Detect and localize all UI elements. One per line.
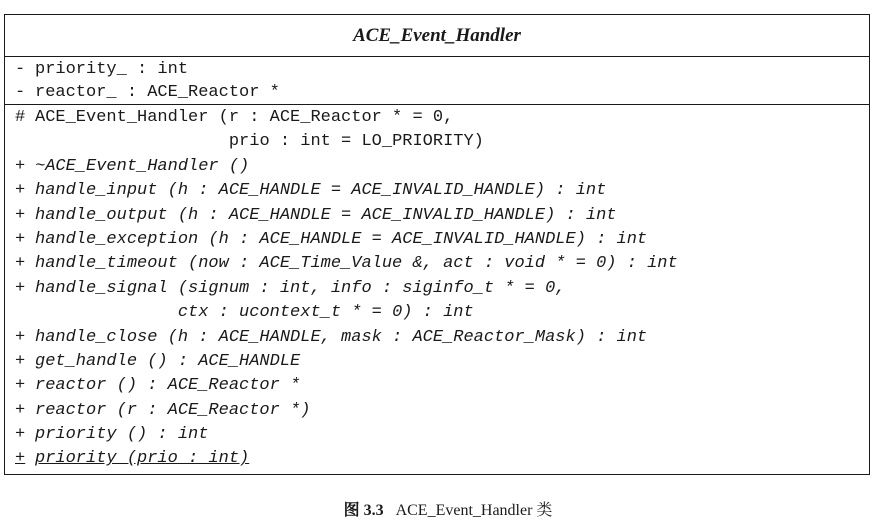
operation-signature: priority () : int [35,425,209,445]
visibility-marker: + [15,327,26,347]
operation-row [5,301,869,325]
attribute-row [5,58,869,81]
continuation-indent [35,303,178,322]
operations-compartment [5,105,869,472]
operation-signature: get_handle () : ACE_HANDLE [35,351,301,371]
visibility-marker: - [15,60,26,79]
visibility-marker: + [15,181,26,201]
operation-signature: handle_timeout (now : ACE_Time_Value &, act : void * = 0) : int [35,254,678,274]
operation-signature: ctx : ucontext_t * = 0) : int [177,303,474,323]
operation-row [5,155,869,179]
visibility-marker: + [15,376,26,396]
operation-row [5,374,869,398]
operation-row [5,277,869,301]
attribute-signature: reactor_ : ACE_Reactor * [35,83,280,102]
caption-text: ACE_Event_Handler 类 [395,502,553,519]
operation-row [5,130,869,154]
visibility-marker: # [15,108,26,127]
continuation-indent [35,132,229,151]
operation-row [5,106,869,130]
visibility-marker: - [15,83,26,102]
visibility-marker: + [15,229,26,249]
visibility-marker: + [15,278,26,298]
visibility-marker: + [15,449,26,469]
visibility-marker: + [15,425,26,445]
operation-row [5,326,869,350]
visibility-marker: + [15,156,26,176]
attribute-signature: priority_ : int [35,60,189,79]
visibility-marker: + [15,254,26,274]
operation-signature: handle_output (h : ACE_HANDLE = ACE_INVALID_HANDLE) : int [35,205,617,225]
operation-row [5,399,869,423]
operation-signature: reactor () : ACE_Reactor * [35,376,301,396]
operation-row [5,252,869,276]
visibility-marker: + [15,351,26,371]
operation-row [5,447,869,471]
operation-signature: handle_input (h : ACE_HANDLE = ACE_INVALID_HANDLE) : int [35,181,607,201]
operation-signature: ~ACE_Event_Handler () [35,156,250,176]
operation-row [5,423,869,447]
visibility-marker: + [15,400,26,420]
caption-label: 图 3.3 [343,502,384,519]
operation-signature: handle_signal (signum : int, info : siginfo_t * = 0, [35,278,566,298]
visibility-marker: + [15,205,26,225]
operation-signature: reactor (r : ACE_Reactor *) [35,400,311,420]
operation-row [5,179,869,203]
operation-signature: priority (prio : int) [35,449,250,469]
operation-row [5,350,869,374]
operation-signature: handle_exception (h : ACE_HANDLE = ACE_INVALID_HANDLE) : int [35,229,648,249]
figure-caption [0,497,896,520]
operation-signature: prio : int = LO_PRIORITY) [228,132,484,152]
class-name: ACE_Event_Handler [5,15,869,57]
operation-row [5,228,869,252]
uml-class-box [4,14,870,475]
operation-row [5,204,869,228]
attributes-compartment [5,57,869,105]
operation-signature: ACE_Event_Handler (r : ACE_Reactor * = 0, [35,108,454,127]
operation-signature: handle_close (h : ACE_HANDLE, mask : ACE_Reactor_Mask) : int [35,327,648,347]
attribute-row [5,81,869,104]
